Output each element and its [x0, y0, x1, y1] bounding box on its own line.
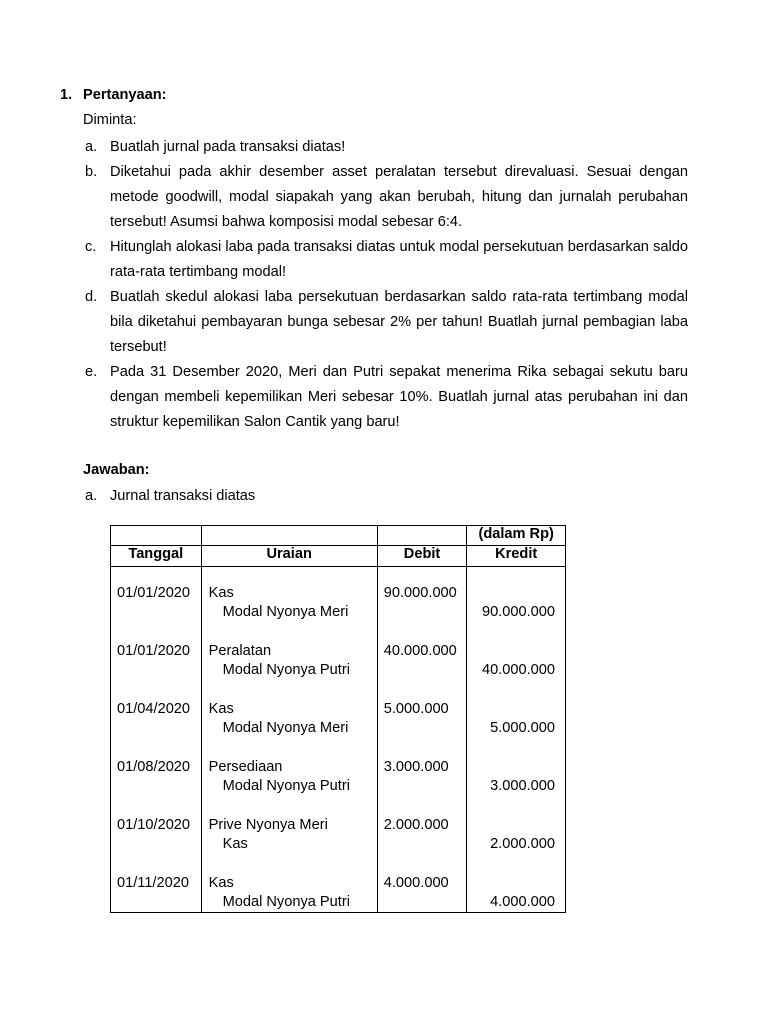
credit-amount: 3.000.000: [490, 778, 555, 794]
debit-amount: 5.000.000: [383, 701, 449, 717]
entry-date: 01/01/2020: [117, 585, 191, 601]
table-row: [111, 835, 566, 854]
credit-account: Modal Nyonya Meri: [222, 720, 349, 736]
credit-account: Modal Nyonya Putri: [222, 894, 350, 910]
question-intro: Diminta:: [83, 112, 137, 128]
debit-account: Prive Nyonya Meri: [208, 817, 328, 833]
question-item: [83, 285, 688, 360]
question-title: Pertanyaan:: [83, 87, 167, 103]
credit-account: Modal Nyonya Meri: [222, 604, 349, 620]
table-header-row: [111, 546, 566, 567]
debit-amount: 2.000.000: [383, 817, 449, 833]
question-item: [83, 360, 688, 435]
table-row: [111, 603, 566, 622]
debit-amount: 4.000.000: [383, 875, 449, 891]
unit-note: (dalam Rp): [467, 526, 566, 546]
table-row: [111, 874, 566, 893]
item-letter: c.: [85, 239, 97, 255]
debit-account: Kas: [208, 701, 234, 717]
table-row: [111, 893, 566, 913]
table-row: [111, 758, 566, 777]
credit-amount: 4.000.000: [490, 894, 555, 910]
item-letter: a.: [85, 139, 98, 155]
answer-title: Jawaban:: [83, 462, 150, 478]
header-kredit: Kredit: [467, 546, 566, 567]
debit-account: Kas: [208, 585, 234, 601]
entry-date: 01/11/2020: [117, 875, 189, 891]
header-debit: Debit: [377, 546, 467, 567]
item-letter: d.: [85, 289, 98, 305]
credit-account: Modal Nyonya Putri: [222, 778, 350, 794]
table-unit-row: [111, 526, 566, 546]
debit-amount: 3.000.000: [383, 759, 449, 775]
debit-account: Persediaan: [208, 759, 283, 775]
table-row: [111, 816, 566, 835]
question-number: 1.: [60, 87, 73, 103]
header-uraian: Uraian: [201, 546, 377, 567]
credit-amount: 40.000.000: [481, 662, 555, 678]
answer-text: Jurnal transaksi diatas: [110, 488, 256, 504]
table-row: [111, 642, 566, 661]
journal-body: [111, 584, 566, 913]
credit-account: Kas: [222, 836, 248, 852]
item-text: Hitunglah alokasi laba pada transaksi diatas untuk modal persekutuan berdasarkan saldo rata-rata tertimbang modal!: [110, 239, 688, 280]
table-row: [111, 661, 566, 680]
item-text: Pada 31 Desember 2020, Meri dan Putri sepakat menerima Rika sebagai sekutu baru dengan membeli kepemilikan Meri sebesar 10%. Buatlah jurnal atas perubahan ini dan struktur kepemilikan Salon Cantik yang baru!: [110, 364, 688, 430]
answer-letter: a.: [85, 488, 98, 504]
credit-amount: 5.000.000: [490, 720, 555, 736]
item-letter: e.: [85, 364, 98, 380]
table-row: [111, 719, 566, 738]
table-row: [111, 700, 566, 719]
debit-amount: 90.000.000: [383, 585, 457, 601]
question-item: [83, 235, 688, 285]
item-text: Diketahui pada akhir desember asset peralatan tersebut direvaluasi. Sesuai dengan metode goodwill, modal siapakah yang akan berubah, hitung dan jurnalah perubahan tersebut! Asumsi bahwa komposisi modal sebesar 6:4.: [110, 164, 688, 230]
question-list: [83, 135, 688, 435]
debit-account: Peralatan: [208, 643, 272, 659]
entry-date: 01/01/2020: [117, 643, 191, 659]
entry-date: 01/10/2020: [117, 817, 191, 833]
entry-date: 01/04/2020: [117, 701, 191, 717]
question-item: [83, 135, 688, 160]
debit-account: Kas: [208, 875, 234, 891]
table-row: [111, 777, 566, 796]
item-letter: b.: [85, 164, 98, 180]
item-text: Buatlah jurnal pada transaksi diatas!: [110, 139, 346, 155]
credit-amount: 90.000.000: [481, 604, 555, 620]
question-item: [83, 160, 688, 235]
journal-table: [110, 525, 566, 913]
item-text: Buatlah skedul alokasi laba persekutuan berdasarkan saldo rata-rata tertimbang modal bila diketahui pembayaran bunga sebesar 2% per tahun! Buatlah jurnal pembagian laba tersebut!: [110, 289, 688, 355]
debit-amount: 40.000.000: [383, 643, 457, 659]
entry-date: 01/08/2020: [117, 759, 191, 775]
credit-amount: 2.000.000: [490, 836, 555, 852]
table-row: [111, 584, 566, 603]
credit-account: Modal Nyonya Putri: [222, 662, 350, 678]
header-tanggal: Tanggal: [111, 546, 202, 567]
